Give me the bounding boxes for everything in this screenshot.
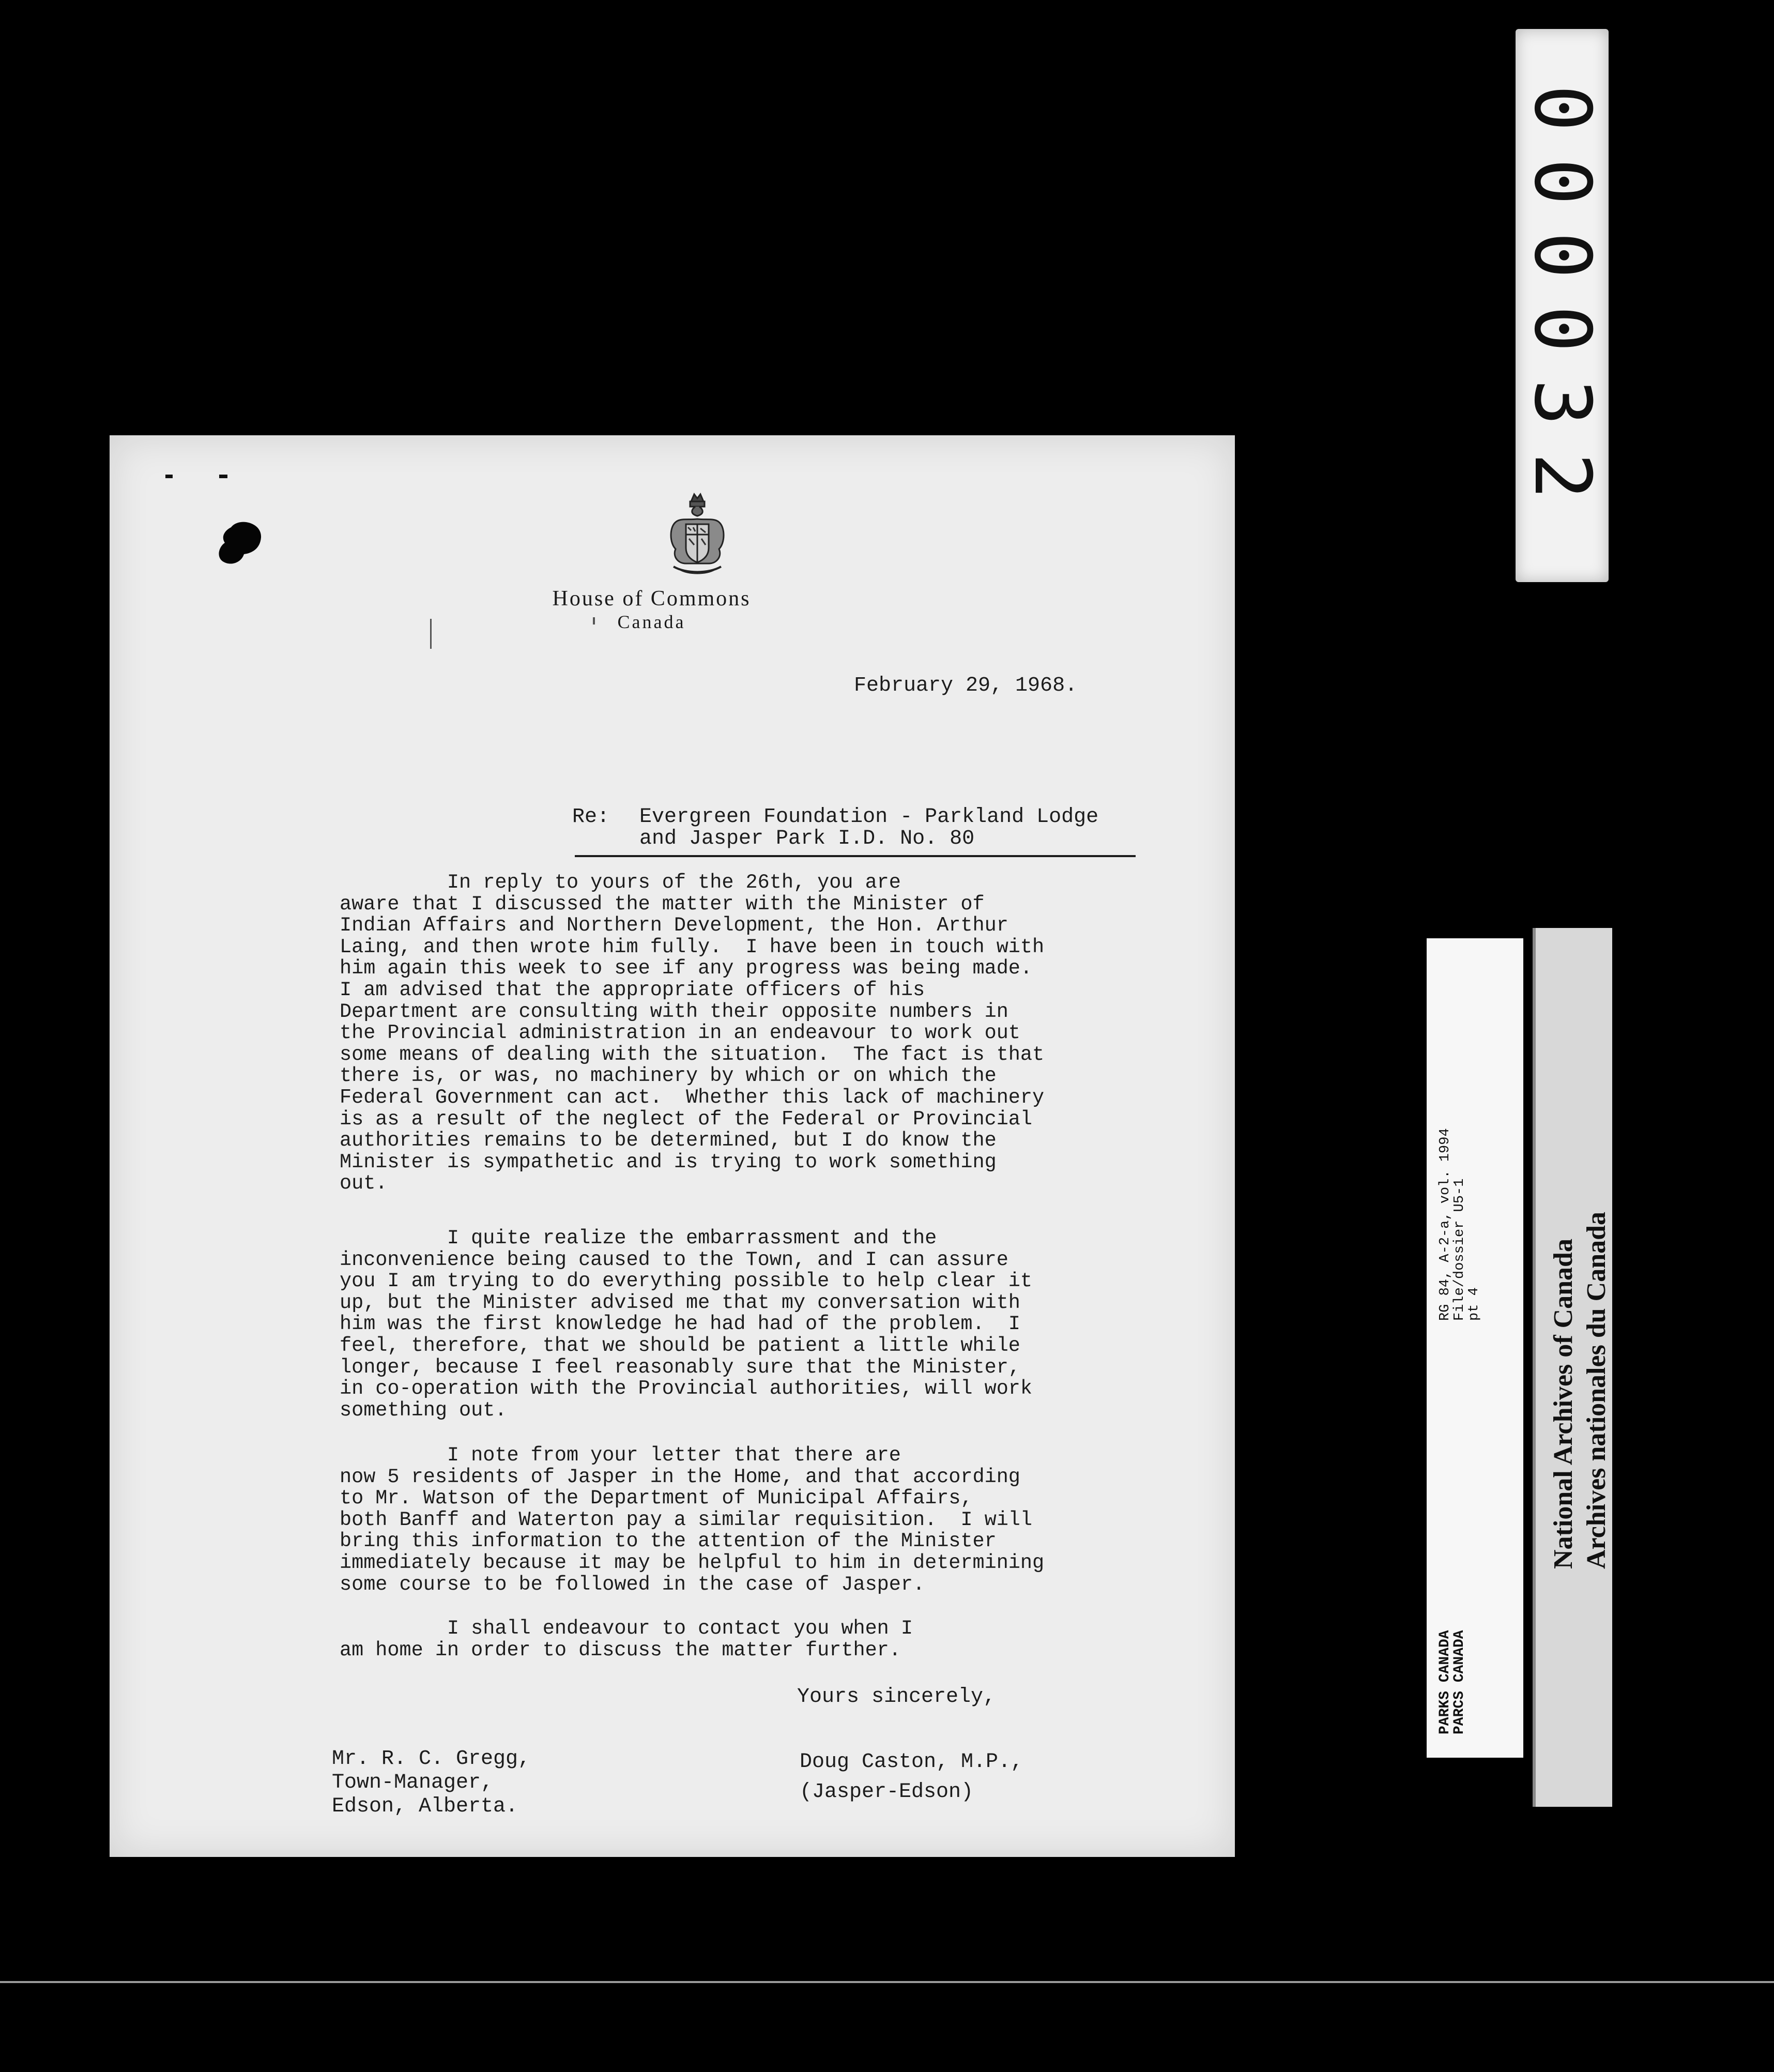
- signer-riding: (Jasper-Edson): [800, 1780, 974, 1804]
- stray-mark: [593, 617, 595, 624]
- frame-number-strip: [1516, 29, 1609, 582]
- punch-mark: [219, 475, 227, 478]
- stray-mark: [430, 619, 432, 649]
- letter-page: [110, 435, 1235, 1857]
- coat-of-arms-icon: [665, 491, 729, 579]
- signature-block: [800, 1747, 1023, 1807]
- addressee-block: Mr. R. C. Gregg, Town-Manager, Edson, Alberta.: [332, 1747, 531, 1818]
- film-edge-line: [0, 1981, 1774, 1983]
- subject-label: Re:: [572, 805, 610, 829]
- body-paragraph-3: I note from your letter that there are now 5 residents of Jasper in the Home, and that according to Mr. Watson of the Department of Municipal Affairs, both Banff and Waterton pay a similar requisition. I will bring this information to the attention of the Minister immediately because it may be helpful to him in determining some course to be followed in the case of Jasper.: [340, 1444, 1045, 1596]
- national-archives-text: National Archives of Canada Archives nationales du Canada: [1549, 1211, 1611, 1569]
- body-paragraph-2: I quite realize the embarrassment and the inconvenience being caused to the Town, and I can assure you I am trying to do everything possible to help clear it up, but the Minister advised me that my conversation with him was the first knowledge he had had of the problem. I feel, therefore, that we should be patient a little while longer, because I feel reasonably sure that the Minister, in co-operation with the Provincial authorities, will work something out.: [340, 1227, 1033, 1422]
- letterhead-institution: House of Commons: [552, 587, 751, 611]
- closing: Yours sincerely,: [797, 1685, 996, 1709]
- subject-line-2: and Jasper Park I.D. No. 80: [639, 827, 975, 850]
- body-paragraph-4: I shall endeavour to contact you when I am home in order to discuss the matter further.: [340, 1617, 913, 1662]
- frame-number: 000032: [1517, 85, 1607, 526]
- body-paragraph-1: In reply to yours of the 26th, you are aware that I discussed the matter with the Minister of Indian Affairs and Northern Development, the Hon. Arthur Laing, and then wrote him fully. I have been in touch with him again this week to see if any progress was being made. I am advised that the appropriate officers of his Department are consulting with their opposite numbers in the Provincial administration in an endeavour to work out some means of dealing with the situation. The fact is that there is, or was, no machinery by which or on which the Federal Government can act. Whether this lack of machinery is as a result of the neglect of the Federal or Provincial authorities remains to be determined, but I do know the Minister is sympathetic and is trying to work something out.: [340, 871, 1045, 1195]
- archive-reference-label: [1427, 938, 1523, 1758]
- agency-name: PARKS CANADA PARCS CANADA: [1437, 1630, 1467, 1734]
- national-archives-label: [1533, 928, 1612, 1807]
- subject-underline: [575, 855, 1136, 857]
- punch-mark: [165, 475, 173, 478]
- letter-date: February 29, 1968.: [854, 674, 1078, 697]
- letterhead-country: Canada: [617, 612, 686, 632]
- ink-blot: [216, 517, 265, 567]
- archive-reference: RG 84, A-2-a, vol. 1994 File/dossier U5-1 pt 4: [1437, 1128, 1482, 1321]
- subject-line-1: Evergreen Foundation - Parkland Lodge: [639, 805, 1099, 829]
- signer-name: Doug Caston, M.P.,: [800, 1750, 1023, 1774]
